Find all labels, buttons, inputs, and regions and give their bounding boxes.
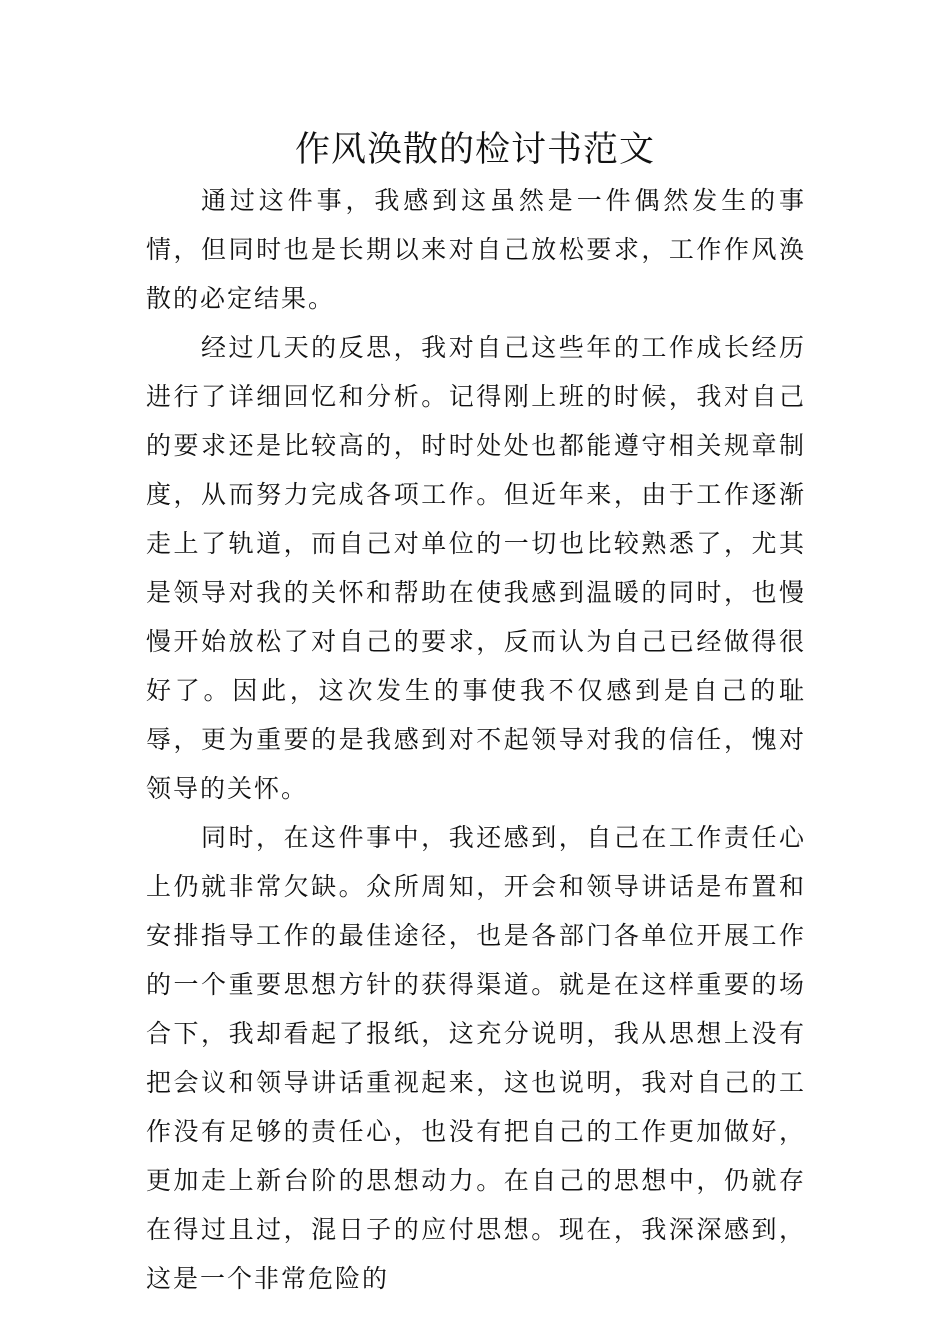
paragraph-3: 同时，在这件事中，我还感到，自己在工作责任心上仍就非常欠缺。众所周知，开会和领导讲话是布置和安排指导工作的最佳途径，也是各部门各单位开展工作的一个重要思想方针的获得渠道。就是在这样重要的场合下，我却看起了报纸，这充分说明，我从思想上没有把会议和领导讲话重视起来，这也说明，我对自己的工作没有足够的责任心，也没有把自己的工作更加做好，更加走上新台阶的思想动力。在自己的思想中，仍就存在得过且过，混日子的应付思想。现在，我深深感到，这是一个非常危险的 [146, 823, 806, 1293]
document-title: 作风涣散的检讨书范文 [294, 130, 655, 170]
document-body [146, 176, 806, 1303]
paragraph-1: 通过这件事，我感到这虽然是一件偶然发生的事情，但同时也是长期以来对自己放松要求，工作作风涣散的必定结果。 [146, 186, 806, 313]
paragraph-2: 经过几天的反思，我对自己这些年的工作成长经历进行了详细回忆和分析。记得刚上班的时候，我对自己的要求还是比较高的，时时处处也都能遵守相关规章制度，从而努力完成各项工作。但近年来，由于工作逐渐走上了轨道，而自己对单位的一切也比较熟悉了，尤其是领导对我的关怀和帮助在使我感到温暖的同时，也慢慢开始放松了对自己的要求，反而认为自己已经做得很好了。因此，这次发生的事使我不仅感到是自己的耻辱，更为重要的是我感到对不起领导对我的信任，愧对领导的关怀。 [146, 333, 806, 803]
